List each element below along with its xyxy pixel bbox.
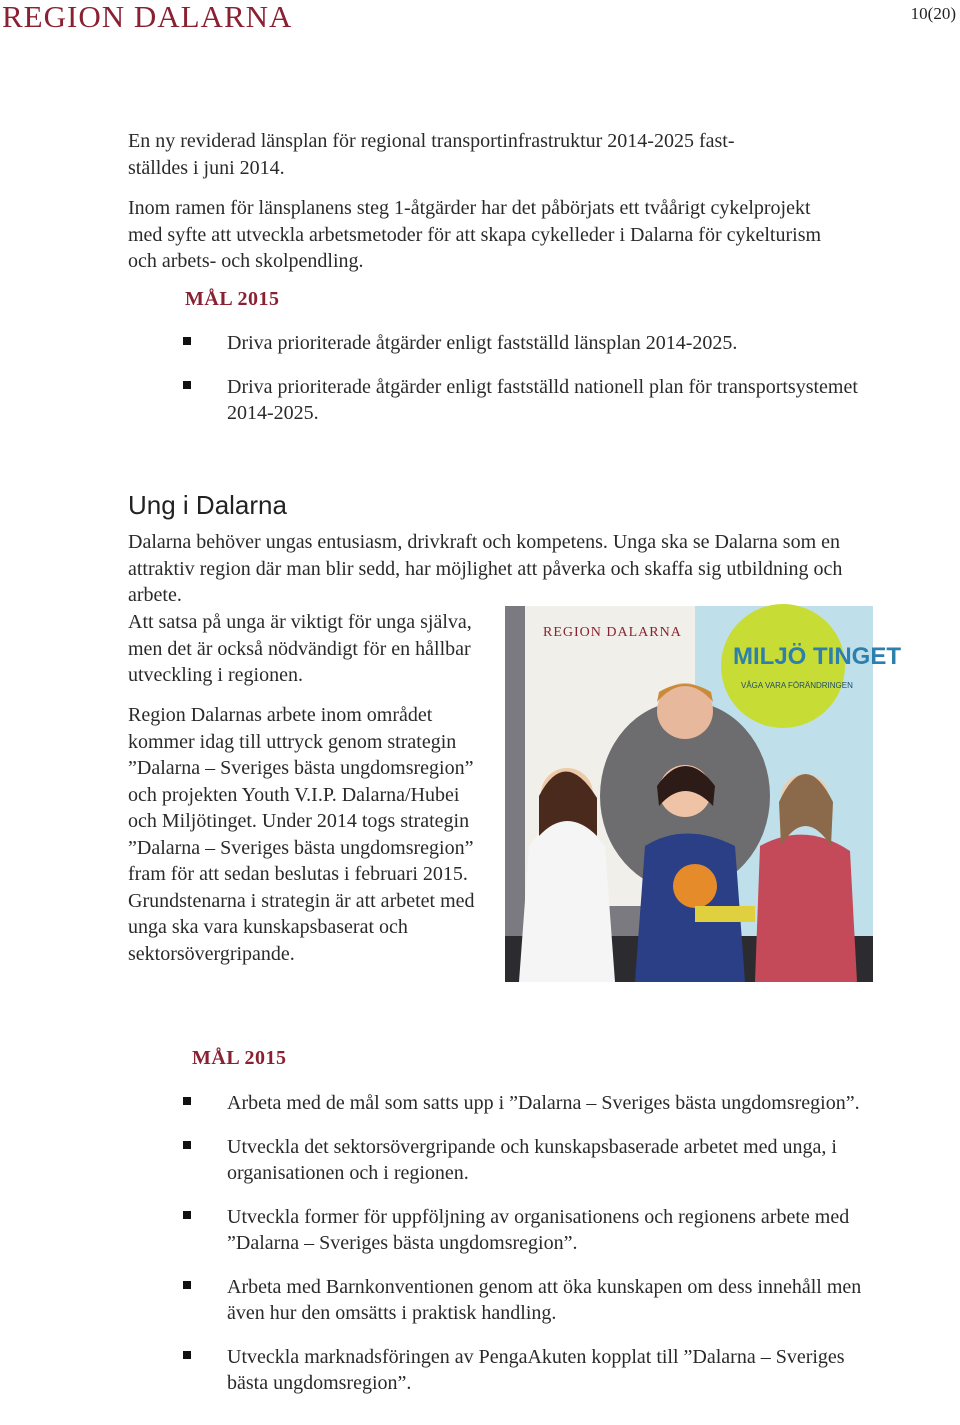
goal-item: Arbeta med Barnkonventionen genom att öka kunskapen om dess innehåll men även hur den omsätts i praktisk handling. xyxy=(183,1274,883,1327)
goal-item: Utveckla former för uppföljning av organisationens och regionens arbete med ”Dalarna – Sveriges bästa ungdomsregion”. xyxy=(183,1204,883,1257)
goal-list-transport xyxy=(183,330,883,427)
goal-2015-heading-transport: MÅL 2015 xyxy=(185,288,280,310)
goal-item: Driva prioriterade åtgärder enligt fastställd länsplan 2014-2025. xyxy=(183,330,883,357)
region-dalarna-logo: REGION DALARNA xyxy=(2,0,293,34)
intro-line-2: ställdes i juni 2014. xyxy=(128,156,285,179)
section-heading: Ung i Dalarna xyxy=(128,490,287,520)
sign-subtitle: VÅGA VARA FÖRÄNDRINGEN xyxy=(741,681,853,690)
banner-text: REGION DALARNA xyxy=(543,625,682,640)
bullet-square-icon xyxy=(183,1211,191,1219)
goal-2015-heading-youth: MÅL 2015 xyxy=(192,1047,287,1069)
intro-line-1: En ny reviderad länsplan för regional transportinfrastruktur 2014-2025 fast- xyxy=(128,130,735,152)
page-number: 10(20) xyxy=(910,4,956,23)
goal-item: Utveckla marknadsföringen av PengaAkuten kopplat till ”Dalarna – Sveriges bästa ungdomsregion”. xyxy=(183,1344,883,1397)
goal-list-youth xyxy=(183,1090,883,1397)
intro-paragraph-1 xyxy=(128,128,848,181)
goal-item: Arbeta med de mål som satts upp i ”Dalarna – Sveriges bästa ungdomsregion”. xyxy=(183,1090,883,1117)
bullet-square-icon xyxy=(183,337,191,345)
section-paragraph-1: Dalarna behöver ungas entusiasm, drivkraft och kompetens. Unga ska se Dalarna som en attraktiv region där man blir sedd, har möjlighet att påverka och skaffa sig utbildning och arbete. xyxy=(128,531,843,606)
bullet-square-icon xyxy=(183,381,191,389)
group-photo xyxy=(505,606,901,982)
intro-paragraph-2: Inom ramen för länsplanens steg 1-åtgärder har det påbörjats ett tvåårigt cykelprojekt med syfte att utveckla arbetsmetoder för att skapa cykelleder i Dalarna för cykelturism och arbets- och skolpendling. xyxy=(128,197,822,272)
bullet-square-icon xyxy=(183,1281,191,1289)
photo-illustration xyxy=(505,606,901,982)
section-paragraph-2: Region Dalarnas arbete inom området kommer idag till uttryck genom strategin ”Dalarna – Sveriges bästa ungdomsregion” och projekten Youth V.I.P. Dalarna/Hubei och Miljötinget. Under 2014 togs strategin ”Dalarna – Sveriges bästa ungdomsregion” fram för att sedan beslutas i februari 2015. Grundstenarna i strategin är att arbetet med unga ska vara kunskapsbaserat och sektorsövergripande. xyxy=(128,704,475,965)
bullet-square-icon xyxy=(183,1097,191,1105)
bullet-square-icon xyxy=(183,1141,191,1149)
goal-item: Utveckla det sektorsövergripande och kunskapsbaserade arbetet med unga, i organisationen och i regionen. xyxy=(183,1134,883,1187)
section-paragraph-1-cont: Att satsa på unga är viktigt för unga själva, men det är också nödvändigt för en hållbar utveckling i regionen. xyxy=(128,611,472,686)
sign-title: MILJÖ TINGET xyxy=(733,643,901,670)
bullet-square-icon xyxy=(183,1351,191,1359)
goal-item: Driva prioriterade åtgärder enligt fastställd nationell plan för transportsystemet 2014-2025. xyxy=(183,374,883,427)
